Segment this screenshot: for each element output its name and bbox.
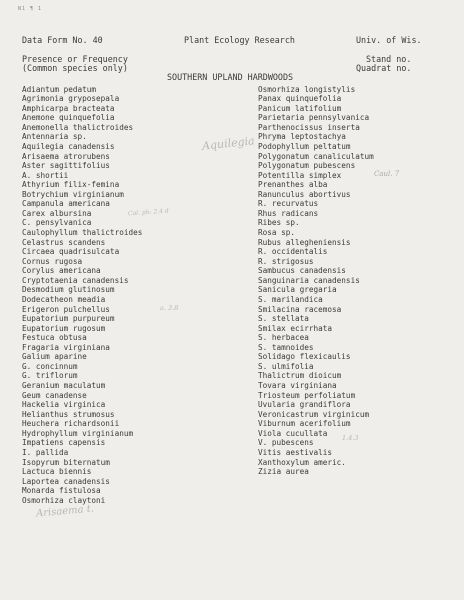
- list-item: Anemonella thalictroides: [22, 122, 134, 132]
- list-item: Viola cucullata: [258, 428, 328, 438]
- list-item: Uvularia grandiflora: [258, 400, 351, 410]
- list-item: Ranunculus abortivus: [258, 189, 351, 199]
- list-item: S. marilandica: [258, 294, 323, 304]
- list-item: Rubus allegheniensis: [258, 237, 351, 247]
- list-item: Polygonatum canaliculatum: [258, 151, 374, 161]
- list-item: Aster sagittifolius: [22, 161, 110, 171]
- list-item: Parthenocissus inserta: [258, 122, 360, 132]
- list-item: Festuca obtusa: [22, 333, 87, 343]
- list-item: Anemone quinquefolia: [22, 113, 115, 123]
- list-item: Carex albursina: [22, 208, 92, 218]
- list-item: C. pensylvanica: [22, 218, 92, 228]
- list-item: Vitis aestivalis: [258, 447, 333, 457]
- list-item: A. shortii: [22, 170, 69, 180]
- species-list-left: [22, 85, 142, 506]
- list-item: Phryma leptostachya: [258, 132, 346, 142]
- list-item: Heuchera richardsonii: [22, 419, 120, 429]
- list-item: Thalictrum dioicum: [258, 371, 342, 381]
- list-item: Arisaema atrorubens: [22, 151, 110, 161]
- list-item: Monarda fistulosa: [22, 486, 101, 496]
- list-item: Lactuca biennis: [22, 467, 92, 477]
- list-item: Fragaria virginiana: [22, 342, 110, 352]
- list-item: R. occidentalis: [258, 247, 328, 257]
- list-item: Corylus americana: [22, 266, 101, 276]
- list-item: Zizia aurea: [258, 467, 309, 477]
- list-item: R. strigosus: [258, 256, 314, 266]
- list-item: Smilax ecirrhata: [258, 323, 333, 333]
- list-item: Hydrophyllum virginianum: [22, 428, 134, 438]
- list-item: Laportea canadensis: [22, 476, 110, 486]
- list-item: Ribes sp.: [258, 218, 300, 228]
- list-item: Sambucus canadensis: [258, 266, 346, 276]
- list-item: S. ulmifolia: [258, 361, 314, 371]
- list-item: Viburnum acerifolium: [258, 419, 351, 429]
- list-item: Parietaria pennsylvanica: [258, 113, 370, 123]
- list-item: Cornus rugosa: [22, 256, 83, 266]
- list-item: I. pallida: [22, 447, 69, 457]
- list-item: Polygonatum pubescens: [258, 161, 356, 171]
- community-heading: SOUTHERN UPLAND HARDWOODS: [167, 72, 294, 82]
- list-item: Potentilla simplex: [258, 170, 342, 180]
- list-item: Eupatorium rugosum: [22, 323, 106, 333]
- list-item: Celastrus scandens: [22, 237, 106, 247]
- list-item: Caulophyllum thalictroides: [22, 228, 143, 238]
- list-item: Osmorhiza claytoni: [22, 495, 106, 505]
- list-item: Cryptotaenia canadensis: [22, 275, 129, 285]
- list-item: Panax quinquefolia: [258, 94, 342, 104]
- list-item: R. recurvatus: [258, 199, 319, 209]
- list-item: Sanicula gregaria: [258, 285, 337, 295]
- list-item: Panicum latifolium: [258, 103, 342, 113]
- list-item: Prenanthes alba: [258, 180, 328, 190]
- handwritten-note-erigeron: a. 3.8: [160, 304, 179, 312]
- list-item: Solidago flexicaulis: [258, 352, 351, 362]
- list-item: G. triflorum: [22, 371, 78, 381]
- list-item: Veronicastrum virginicum: [258, 409, 370, 419]
- list-item: Athyrium filix-femina: [22, 180, 120, 190]
- list-item: Antennaria sp.: [22, 132, 87, 142]
- quadrat-number-label: Quadrat no.: [356, 63, 412, 73]
- handwritten-note-carex: Cal. ph: 2.4 d: [127, 207, 170, 218]
- handwritten-note-bottom: Arisaema t.: [35, 503, 95, 520]
- list-item: Geum canadense: [22, 390, 87, 400]
- handwritten-note-potentilla: Caul. 7: [374, 170, 400, 178]
- list-item: Geranium maculatum: [22, 381, 106, 391]
- handwritten-note-aquilegia: Aquilegia: [201, 134, 256, 153]
- list-item: Botrychium virginianum: [22, 189, 124, 199]
- list-item: Sanguinaria canadensis: [258, 275, 360, 285]
- list-item: Aquilegia canadensis: [22, 141, 115, 151]
- university-label: Univ. of Wis.: [356, 35, 422, 45]
- handwritten-note-viola: 1.4.3: [342, 434, 359, 442]
- form-title: Plant Ecology Research: [184, 35, 295, 45]
- list-item: G. concinnum: [22, 361, 78, 371]
- corner-mark: N1 ¶ 1: [18, 6, 43, 12]
- list-item: Impatiens capensis: [22, 438, 106, 448]
- list-item: Xanthoxylum americ.: [258, 457, 346, 467]
- list-item: Desmodium glutinosum: [22, 285, 115, 295]
- list-item: Erigeron pulchellus: [22, 304, 110, 314]
- list-item: Podophyllum peltatum: [258, 141, 351, 151]
- list-item: Circaea quadrisulcata: [22, 247, 120, 257]
- list-item: Helianthus strumosus: [22, 409, 115, 419]
- list-item: S. herbacea: [258, 333, 309, 343]
- list-item: Adiantum pedatum: [22, 84, 97, 94]
- list-item: S. tamnoides: [258, 342, 314, 352]
- stand-number-label: Stand no.: [366, 54, 412, 64]
- list-item: Tovara virginiana: [258, 381, 337, 391]
- list-item: Rhus radicans: [258, 208, 319, 218]
- list-item: Agrimonia gryposepala: [22, 94, 120, 104]
- list-item: S. stellata: [258, 314, 309, 324]
- form-number: Data Form No. 40: [22, 35, 103, 45]
- list-item: Dodecatheon meadia: [22, 294, 106, 304]
- list-item: Osmorhiza longistylis: [258, 84, 356, 94]
- list-item: Triosteum perfoliatum: [258, 390, 356, 400]
- list-item: V. pubescens: [258, 438, 314, 448]
- list-item: Isopyrum biternatum: [22, 457, 110, 467]
- list-item: Campanula americana: [22, 199, 110, 209]
- presence-sublabel: (Common species only): [22, 63, 128, 73]
- list-item: Amphicarpa bracteata: [22, 103, 115, 113]
- list-item: Smilacina racemosa: [258, 304, 342, 314]
- list-item: Rosa sp.: [258, 228, 296, 238]
- species-list-right: [258, 85, 374, 477]
- list-item: Galium aparine: [22, 352, 87, 362]
- list-item: Hackelia virginica: [22, 400, 106, 410]
- list-item: Eupatorium purpureum: [22, 314, 115, 324]
- presence-label: Presence or Frequency: [22, 54, 128, 64]
